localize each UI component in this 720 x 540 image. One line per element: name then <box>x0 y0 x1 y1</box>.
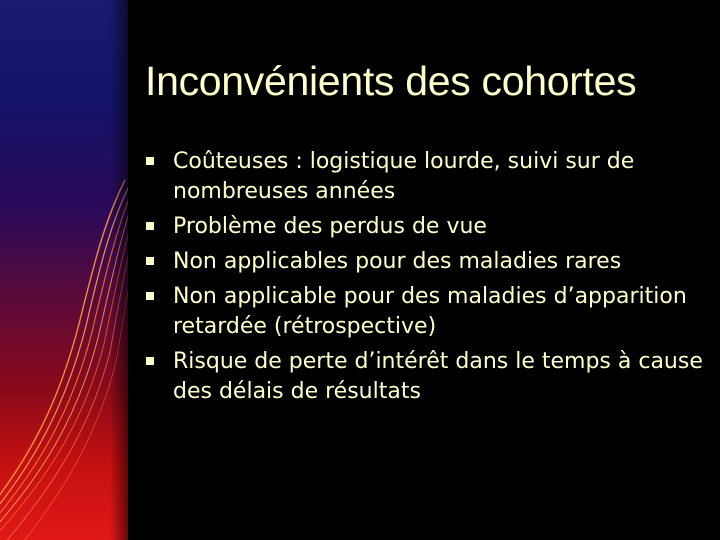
bullet-item <box>146 247 706 277</box>
bullet-text: Risque de perte d’intérêt dans le temps à cause des délais de résultats <box>173 349 703 404</box>
swoosh-decoration-icon <box>0 0 128 540</box>
bullet-list <box>146 147 706 412</box>
bullet-text: Coûteuses : logistique lourde, suivi sur de nombreuses années <box>173 149 635 204</box>
bullet-item <box>146 147 706 207</box>
decorative-side-panel <box>0 0 128 540</box>
square-bullet-icon <box>146 222 154 230</box>
square-bullet-icon <box>146 257 154 265</box>
square-bullet-icon <box>146 357 154 365</box>
bullet-item <box>146 347 706 407</box>
bullet-text: Problème des perdus de vue <box>173 214 487 239</box>
bullet-item <box>146 282 706 342</box>
bullet-text: Non applicables pour des maladies rares <box>173 249 622 274</box>
square-bullet-icon <box>146 157 154 165</box>
bullet-text: Non applicable pour des maladies d’apparition retardée (rétrospective) <box>173 284 687 339</box>
slide-title: Inconvénients des cohortes <box>145 58 637 104</box>
bullet-item <box>146 212 706 242</box>
square-bullet-icon <box>146 292 154 300</box>
